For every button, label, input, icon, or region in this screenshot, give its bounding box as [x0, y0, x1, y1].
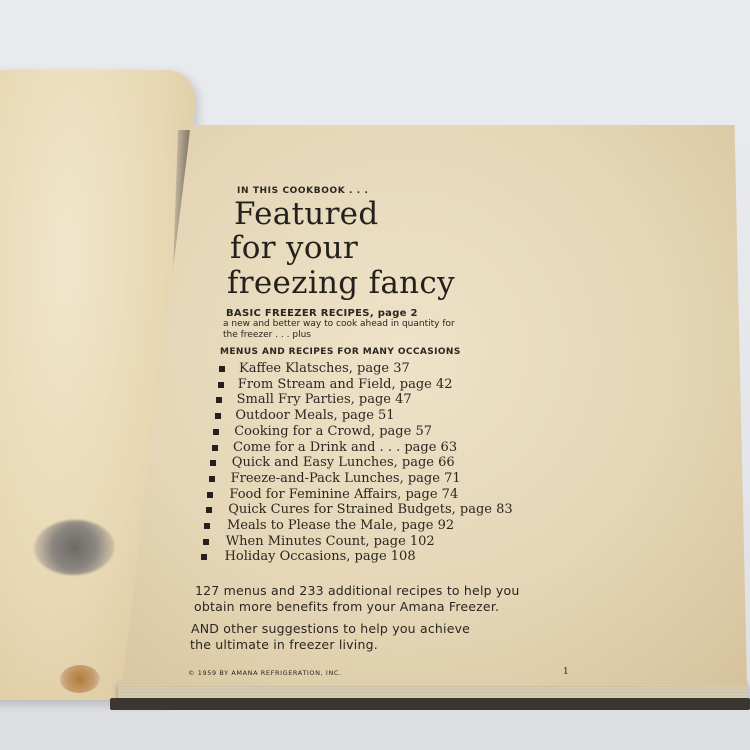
summary-line-1a: 127 menus and 233 additional recipes to help you — [195, 583, 520, 598]
summary-line-1b: obtain more benefits from your Amana Freezer. — [194, 599, 500, 614]
menu-item: From Stream and Field, page 42 — [237, 376, 453, 392]
menu-bullet — [210, 460, 216, 466]
basic-recipes-description: a new and better way to cook ahead in quantity for the freezer . . . plus — [223, 319, 455, 340]
title-line-2: for your — [230, 230, 359, 266]
menu-bullet — [206, 507, 212, 513]
summary-line-2b: the ultimate in freezer living. — [190, 637, 378, 652]
menu-bullet — [216, 397, 222, 403]
menu-bullet — [207, 492, 213, 498]
menu-bullet — [213, 429, 219, 435]
menu-bullet — [201, 554, 207, 560]
menu-item: Cooking for a Crowd, page 57 — [234, 423, 432, 439]
menu-item: Quick and Easy Lunches, page 66 — [231, 455, 455, 471]
copyright-notice: © 1959 BY AMANA REFRIGERATION, INC. — [188, 669, 342, 677]
menu-item: When Minutes Count, page 102 — [225, 533, 435, 549]
menu-bullet — [212, 445, 218, 451]
menu-item: Food for Feminine Affairs, page 74 — [229, 486, 459, 502]
menus-heading: MENUS AND RECIPES FOR MANY OCCASIONS — [220, 347, 461, 357]
menu-item: Freeze-and-Pack Lunches, page 71 — [230, 470, 461, 486]
menu-bullet — [209, 476, 215, 482]
menu-item: Meals to Please the Male, page 92 — [227, 518, 455, 533]
menu-item: Outdoor Meals, page 51 — [235, 408, 395, 424]
menu-item: Quick Cures for Strained Budgets, page 83 — [228, 502, 513, 518]
basic-recipes-heading: BASIC FREEZER RECIPES, page 2 — [226, 308, 418, 319]
intro-text: IN THIS COOKBOOK . . . — [237, 186, 369, 196]
menu-item: Come for a Drink and . . . page 63 — [233, 439, 458, 455]
menu-item: Small Fry Parties, page 47 — [236, 392, 412, 408]
title-line-1: Featured — [234, 196, 379, 232]
menu-item: Holiday Occasions, page 108 — [224, 549, 416, 565]
menu-bullet — [218, 382, 224, 388]
title-line-3: freezing fancy — [227, 265, 455, 301]
menu-item: Kaffee Klatsches, page 37 — [239, 361, 410, 376]
page-number: 1 — [563, 667, 569, 677]
menu-bullet — [203, 539, 209, 545]
menu-bullet — [204, 523, 210, 529]
menu-bullet — [215, 413, 221, 419]
summary-line-2a: AND other suggestions to help you achieve — [191, 621, 471, 636]
menu-bullet — [219, 366, 225, 372]
